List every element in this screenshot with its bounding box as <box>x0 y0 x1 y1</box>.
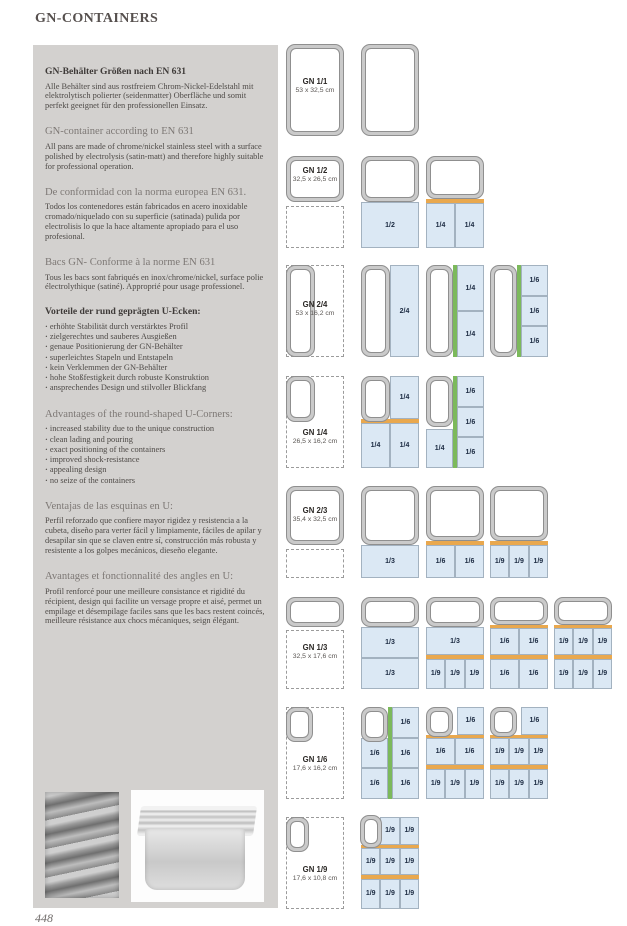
fraction-cell: 1/3 <box>361 627 419 658</box>
bullet-item: · appealing design <box>45 465 267 475</box>
bullet-item: · erhöhte Stabilität durch verstärktes Profil <box>45 322 267 332</box>
fraction-cell: 1/6 <box>455 738 484 765</box>
fraction-cell: 1/6 <box>457 437 484 468</box>
fraction-cell: 1/6 <box>457 407 484 438</box>
gn-combination-diagram <box>490 597 548 689</box>
section-body: Tous les bacs sont fabriqués en inox/chrome/nickel, surface polie électrolythique (satiné). Approprié pour usage professionel. <box>45 272 264 292</box>
dashed-outline <box>286 206 344 248</box>
pan-outline <box>361 597 419 627</box>
size-label: GN 1/9 17,6 x 10,8 cm <box>292 864 338 882</box>
gn-combination-diagram <box>361 376 419 468</box>
pan-outline <box>361 265 390 357</box>
gn-key-diagram <box>286 376 344 468</box>
bullet-item: · kein Verklemmen der GN-Behälter <box>45 363 267 373</box>
fraction-cell: 1/9 <box>554 628 573 655</box>
fraction-cell: 1/6 <box>521 326 548 357</box>
section-body: All pans are made of chrome/nickel stainless steel with a surface polished by electrolysis (satin-matt) and therefore highly suitable for professional operation. <box>45 141 264 171</box>
fraction-cell: 1/9 <box>490 769 509 799</box>
size-label: GN 1/2 32,5 x 26,5 cm <box>292 166 338 183</box>
section-heading: Ventajas de las esquinas en U: <box>45 500 173 512</box>
fraction-cell: 1/9 <box>445 659 464 689</box>
gn-key-diagram <box>286 597 344 689</box>
fraction-cell: 1/6 <box>457 376 484 407</box>
section-heading: Advantages of the round-shaped U-Corners: <box>45 408 233 420</box>
pan-outline <box>426 376 453 427</box>
fraction-cell: 1/9 <box>445 769 464 799</box>
fraction-cell: 1/3 <box>361 545 419 578</box>
fraction-cell: 1/9 <box>529 738 548 765</box>
gn-combination-diagram <box>426 265 484 357</box>
fraction-cell: 1/9 <box>380 879 399 909</box>
dashed-outline <box>286 549 344 578</box>
fraction-cell: 1/9 <box>529 769 548 799</box>
bullet-item: · exact positioning of the containers <box>45 445 267 455</box>
fraction-cell: 1/6 <box>490 659 519 689</box>
gn-key-diagram <box>286 156 344 248</box>
fraction-cell: 1/9 <box>465 769 484 799</box>
gn-key-diagram <box>286 486 344 578</box>
gn-combination-diagram <box>426 486 484 578</box>
gn-combination-diagram <box>426 597 484 689</box>
pan-outline <box>361 156 419 202</box>
fraction-cell: 1/4 <box>457 265 484 311</box>
fraction-cell: 1/9 <box>361 879 380 909</box>
pan-outline <box>426 156 484 199</box>
gn-combination-diagram <box>361 707 419 799</box>
gn-combination-diagram <box>361 597 419 689</box>
bullet-item: · superleichtes Stapeln und Entstapeln <box>45 353 267 363</box>
fraction-cell: 1/4 <box>390 423 419 468</box>
gn-combination-diagram <box>426 376 484 468</box>
gn-combination-diagram <box>361 486 419 578</box>
section-body: Perfil reforzado que confiere mayor rigidez y resistencia a la cubeta, diseño para verter fácil y limpiamente, fáciles de apilar y desapilar sin que se claven entre sí, construcción más robusta y resistente a los golpes mecánicos, dieseño elegante. <box>45 516 262 556</box>
fraction-cell: 1/9 <box>509 545 528 578</box>
pan-outline <box>554 597 612 625</box>
fraction-cell: 1/9 <box>573 659 592 689</box>
section-heading: Bacs GN- Conforme à la norme EN 631 <box>45 256 216 268</box>
fraction-cell: 1/9 <box>361 848 380 875</box>
gn-combination-diagram <box>490 707 548 799</box>
fraction-cell: 1/9 <box>509 769 528 799</box>
fraction-cell: 1/4 <box>390 376 419 419</box>
pan-outline <box>361 707 388 742</box>
fraction-cell: 1/6 <box>426 738 455 765</box>
fraction-cell: 1/9 <box>490 738 509 765</box>
fraction-cell: 1/6 <box>521 296 548 327</box>
section-heading: De conformidad con la norma europea EN 631. <box>45 186 247 198</box>
gn-combination-diagram <box>361 265 419 357</box>
fraction-cell: 1/6 <box>361 768 388 799</box>
divider-bar-green <box>453 376 456 468</box>
size-label: GN 1/3 32,5 x 17,6 cm <box>292 643 338 660</box>
pan-outline <box>490 597 548 625</box>
section-heading: GN-Behälter Größen nach EN 631 <box>45 66 187 77</box>
gn-key-diagram <box>286 707 344 799</box>
fraction-cell: 1/3 <box>361 658 419 689</box>
gn-combination-diagram <box>554 597 612 689</box>
pan-outline <box>360 815 382 848</box>
fraction-cell: 1/4 <box>426 429 453 468</box>
pan-outline <box>490 486 548 541</box>
fraction-cell: 1/6 <box>361 738 388 769</box>
fraction-cell: 1/4 <box>426 203 455 248</box>
pan-outline <box>286 817 309 852</box>
fraction-cell: 1/9 <box>509 738 528 765</box>
pan-outline <box>286 376 315 422</box>
fraction-cell: 1/6 <box>392 707 419 738</box>
divider-bar-green <box>517 265 520 357</box>
fraction-cell: 1/3 <box>426 627 484 655</box>
bullet-item: · clean lading and pouring <box>45 435 267 445</box>
bullet-item: · zielgerechtes und sauberes Ausgießen <box>45 332 267 342</box>
pan-outline <box>361 486 419 545</box>
fraction-cell: 1/6 <box>426 545 455 578</box>
gn-combination-diagram <box>361 44 419 136</box>
fraction-cell: 1/9 <box>380 817 399 845</box>
fraction-cell: 1/9 <box>593 628 612 655</box>
fraction-cell: 1/9 <box>465 659 484 689</box>
fraction-cell: 1/9 <box>380 848 399 875</box>
gn-combination-diagram <box>490 265 548 357</box>
bullet-item: · no seize of the containers <box>45 476 267 486</box>
fraction-cell: 1/6 <box>519 659 548 689</box>
size-label: GN 2/3 35,4 x 32,5 cm <box>292 506 338 523</box>
fraction-cell: 1/9 <box>593 659 612 689</box>
fraction-cell: 1/9 <box>490 545 509 578</box>
section-body: Profil renforcé pour une meilleure consistance et rigidité du récipient, design qui facilite un versage propre et aisé, permet un empilage et désempilage faciles sans que les bacs restent coincés, meilleure résistance aux chocs mécaniques, seign élégant. <box>45 586 265 626</box>
page-number: 448 <box>35 911 53 925</box>
fraction-cell: 1/4 <box>361 423 390 468</box>
pan-outline <box>286 707 313 742</box>
bullet-item: · hohe Stoßfestigkeit durch robuste Konstruktion <box>45 373 267 383</box>
fraction-cell: 2/4 <box>390 265 419 357</box>
gn-combination-diagram <box>490 486 548 578</box>
bullet-item: · ansprechendes Design und stilvoller Blickfang <box>45 383 267 393</box>
fraction-cell: 1/6 <box>490 628 519 655</box>
gn-key-diagram <box>286 265 344 357</box>
fraction-cell: 1/6 <box>519 628 548 655</box>
divider-bar-green <box>388 707 391 799</box>
pan-outline <box>490 265 517 357</box>
pan-outline <box>361 44 419 136</box>
pan-outline <box>426 265 453 357</box>
fraction-cell: 1/6 <box>455 545 484 578</box>
fraction-cell: 1/9 <box>426 769 445 799</box>
fraction-cell: 1/6 <box>521 265 548 296</box>
pan-outline <box>361 376 390 422</box>
bullet-item: · genaue Positionierung der GN-Behälter <box>45 342 267 352</box>
size-label: GN 1/6 17,6 x 16,2 cm <box>292 754 338 772</box>
pan-outline <box>286 597 344 627</box>
pan-outline <box>426 486 484 541</box>
pan-outline <box>490 707 517 737</box>
page-title: GN-CONTAINERS <box>35 11 159 26</box>
gn-combination-diagram <box>361 156 419 248</box>
fraction-cell: 1/9 <box>529 545 548 578</box>
fraction-cell: 1/6 <box>457 707 484 735</box>
fraction-cell: 1/9 <box>573 628 592 655</box>
section-body: Todos los contenedores están fabricados en acero inoxidable cromado/niquelado con su superficie (satinada) pulida por electrolisis lo que la hace altamente apropiado para el uso profesional. <box>45 202 248 241</box>
section-body: Alle Behälter sind aus rostfreiem Chrom-Nickel-Edelstahl mit elektrolytisch polierter (seidenmatter) Oberfläche und somit perfekt geeignet für den professionellen Einsatz. <box>45 81 254 111</box>
fraction-cell: 1/9 <box>400 879 419 909</box>
section-heading: Avantages et fonctionnalité des angles en U: <box>45 571 234 583</box>
bullet-item: · increased stability due to the unique construction <box>45 424 267 434</box>
fraction-cell: 1/4 <box>455 203 484 248</box>
size-label: GN 1/4 26,5 x 16,2 cm <box>292 428 338 446</box>
size-label: GN 1/1 53 x 32,5 cm <box>295 77 335 94</box>
fraction-cell: 1/4 <box>457 311 484 357</box>
gn-combination-diagram <box>426 707 484 799</box>
divider-bar-green <box>453 265 456 357</box>
fraction-cell: 1/9 <box>426 659 445 689</box>
section-heading: Vorteile der rund geprägten U-Ecken: <box>45 306 201 318</box>
size-label: GN 2/4 53 x 16,2 cm <box>295 299 335 317</box>
section-heading: GN-container according to EN 631 <box>45 126 194 138</box>
pan-outline <box>426 597 484 627</box>
gn-key-diagram <box>286 44 344 136</box>
bullet-item: · improved shock-resistance <box>45 455 267 465</box>
fraction-cell: 1/9 <box>554 659 573 689</box>
fraction-cell: 1/2 <box>361 202 419 248</box>
fraction-cell: 1/6 <box>392 768 419 799</box>
gn-combination-diagram <box>426 156 484 248</box>
gn-combination-diagram <box>361 817 419 909</box>
fraction-cell: 1/6 <box>392 738 419 769</box>
fraction-cell: 1/9 <box>400 848 419 875</box>
fraction-cell: 1/9 <box>400 817 419 845</box>
fraction-cell: 1/6 <box>521 707 548 735</box>
gn-key-diagram <box>286 817 344 909</box>
pan-outline <box>426 707 453 737</box>
